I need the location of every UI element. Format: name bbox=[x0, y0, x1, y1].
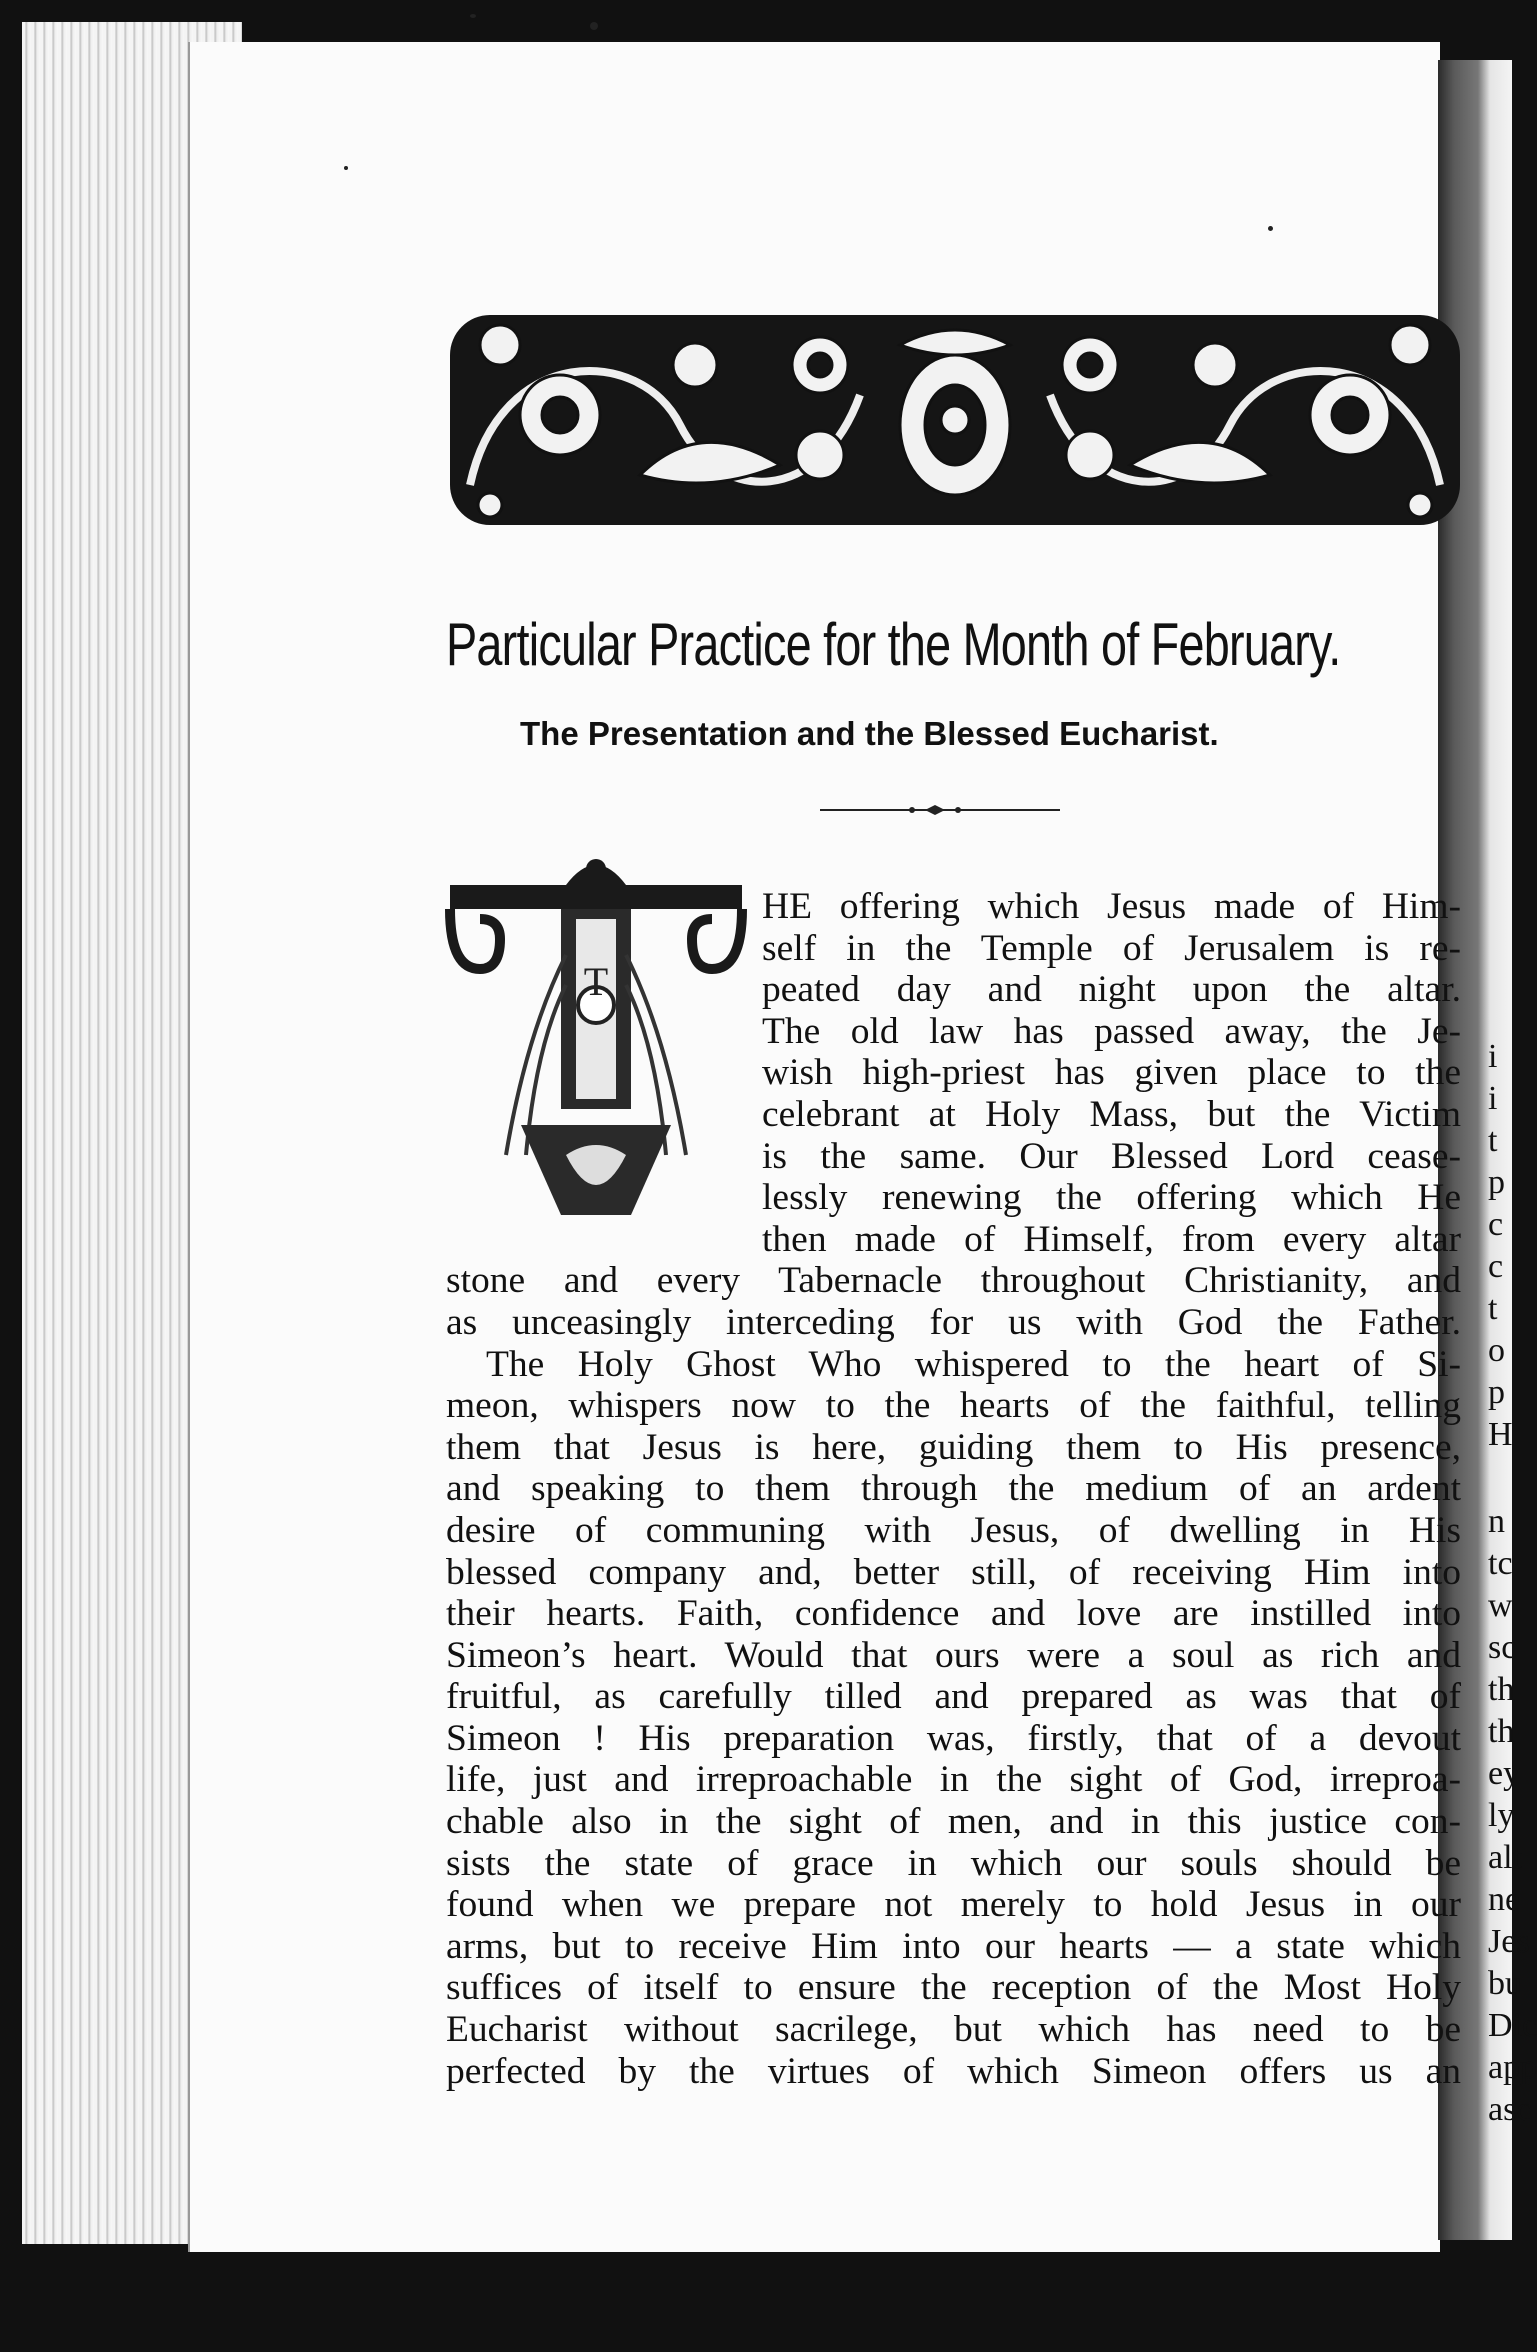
body-line: them that Jesus is here, guiding them to His presence, bbox=[446, 1426, 1461, 1468]
facing-fragment: ne bbox=[1488, 1881, 1521, 1918]
body-line: suffices of itself to ensure the reception of the Most Holy bbox=[446, 1967, 1461, 2009]
body-line: The old law has passed away, the Je- bbox=[762, 1010, 1461, 1052]
facing-fragment: t bbox=[1488, 1122, 1498, 1159]
section-divider bbox=[820, 800, 1060, 820]
body-line: wish high-priest has given place to the bbox=[762, 1052, 1461, 1094]
facing-fragment: bu bbox=[1488, 1965, 1522, 2002]
body-line: stone and every Tabernacle throughout Christianity, and bbox=[446, 1260, 1461, 1302]
facing-fragment: i bbox=[1488, 1038, 1498, 1075]
facing-fragment: p bbox=[1488, 1164, 1505, 1201]
body-line: The Holy Ghost Who whispered to the heart of Si- bbox=[486, 1343, 1461, 1385]
facing-fragment: Dic bbox=[1488, 2007, 1537, 2044]
facing-fragment: n bbox=[1488, 1503, 1505, 1540]
body-line: life, just and irreproachable in the sight of God, irreproa- bbox=[446, 1759, 1461, 1801]
scan-speck bbox=[470, 14, 476, 18]
facing-fragment: i bbox=[1488, 1080, 1498, 1117]
facing-page-fragments bbox=[1482, 0, 1537, 2352]
facing-fragment: Jes bbox=[1488, 1923, 1530, 1960]
facing-fragment: app bbox=[1488, 2049, 1537, 2086]
facing-fragment: tc bbox=[1488, 1545, 1513, 1582]
body-line: meon, whispers now to the hearts of the faithful, telling bbox=[446, 1385, 1461, 1427]
body-line: sists the state of grace in which our souls should be bbox=[446, 1842, 1461, 1884]
facing-fragment: alt bbox=[1488, 1839, 1522, 1876]
facing-fragment: th bbox=[1488, 1671, 1515, 1708]
facing-fragment: p bbox=[1488, 1374, 1505, 1411]
body-line: celebrant at Holy Mass, but the Victim bbox=[762, 1093, 1461, 1135]
facing-fragment: th bbox=[1488, 1713, 1515, 1750]
body-line: lessly renewing the offering which He bbox=[762, 1177, 1461, 1219]
body-line: fruitful, as carefully tilled and prepared as was that of bbox=[446, 1676, 1461, 1718]
scan-speck bbox=[344, 166, 348, 170]
facing-fragment: H bbox=[1488, 1416, 1513, 1453]
facing-fragment: asc bbox=[1488, 2091, 1532, 2128]
body-line: and speaking to them through the medium of an ardent bbox=[446, 1468, 1461, 1510]
floral-headpiece-ornament bbox=[440, 305, 1470, 535]
body-text bbox=[446, 886, 1461, 2092]
dropcap-letter: T bbox=[583, 959, 609, 1004]
facing-fragment: c bbox=[1488, 1206, 1504, 1243]
body-line: self in the Temple of Jerusalem is re- bbox=[762, 927, 1461, 969]
facing-fragment: o bbox=[1488, 1332, 1505, 1369]
body-line: Simeon’s heart. Would that ours were a soul as rich and bbox=[446, 1634, 1461, 1676]
body-line: arms, but to receive Him into our hearts — a state which bbox=[446, 1925, 1461, 1967]
body-line: then made of Himself, from every altar bbox=[762, 1218, 1461, 1260]
page-subtitle: The Presentation and the Blessed Eucharist. bbox=[520, 715, 1219, 752]
facing-fragment: sc bbox=[1488, 1629, 1517, 1666]
body-line: found when we prepare not merely to hold Jesus in our bbox=[446, 1884, 1461, 1926]
facing-fragment: w bbox=[1488, 1587, 1513, 1624]
body-line: chable also in the sight of men, and in this justice con- bbox=[446, 1801, 1461, 1843]
facing-fragment: t bbox=[1488, 1290, 1498, 1327]
facing-fragment: c bbox=[1488, 1248, 1504, 1285]
body-line: their hearts. Faith, confidence and love are instilled into bbox=[446, 1593, 1461, 1635]
facing-fragment: ly bbox=[1488, 1797, 1515, 1834]
scan-speck bbox=[590, 22, 598, 30]
body-line: Eucharist without sacrilege, but which has need to be bbox=[446, 2009, 1461, 2051]
body-line: perfected by the virtues of which Simeon offers us an bbox=[446, 2050, 1461, 2092]
body-line: desire of communing with Jesus, of dwelling in His bbox=[446, 1509, 1461, 1551]
page-title: Particular Practice for the Month of February. bbox=[446, 611, 1341, 678]
body-line: is the same. Our Blessed Lord cease- bbox=[762, 1135, 1461, 1177]
facing-fragment: ey bbox=[1488, 1755, 1521, 1792]
body-line: as unceasingly interceding for us with God the Father. bbox=[446, 1301, 1461, 1343]
scan-speck bbox=[1268, 226, 1273, 231]
body-line: Simeon ! His preparation was, firstly, that of a devout bbox=[446, 1717, 1461, 1759]
body-line: peated day and night upon the altar. bbox=[762, 969, 1461, 1011]
body-line: HE offering which Jesus made of Him- bbox=[762, 886, 1461, 927]
body-line: blessed company and, better still, of receiving Him into bbox=[446, 1551, 1461, 1593]
